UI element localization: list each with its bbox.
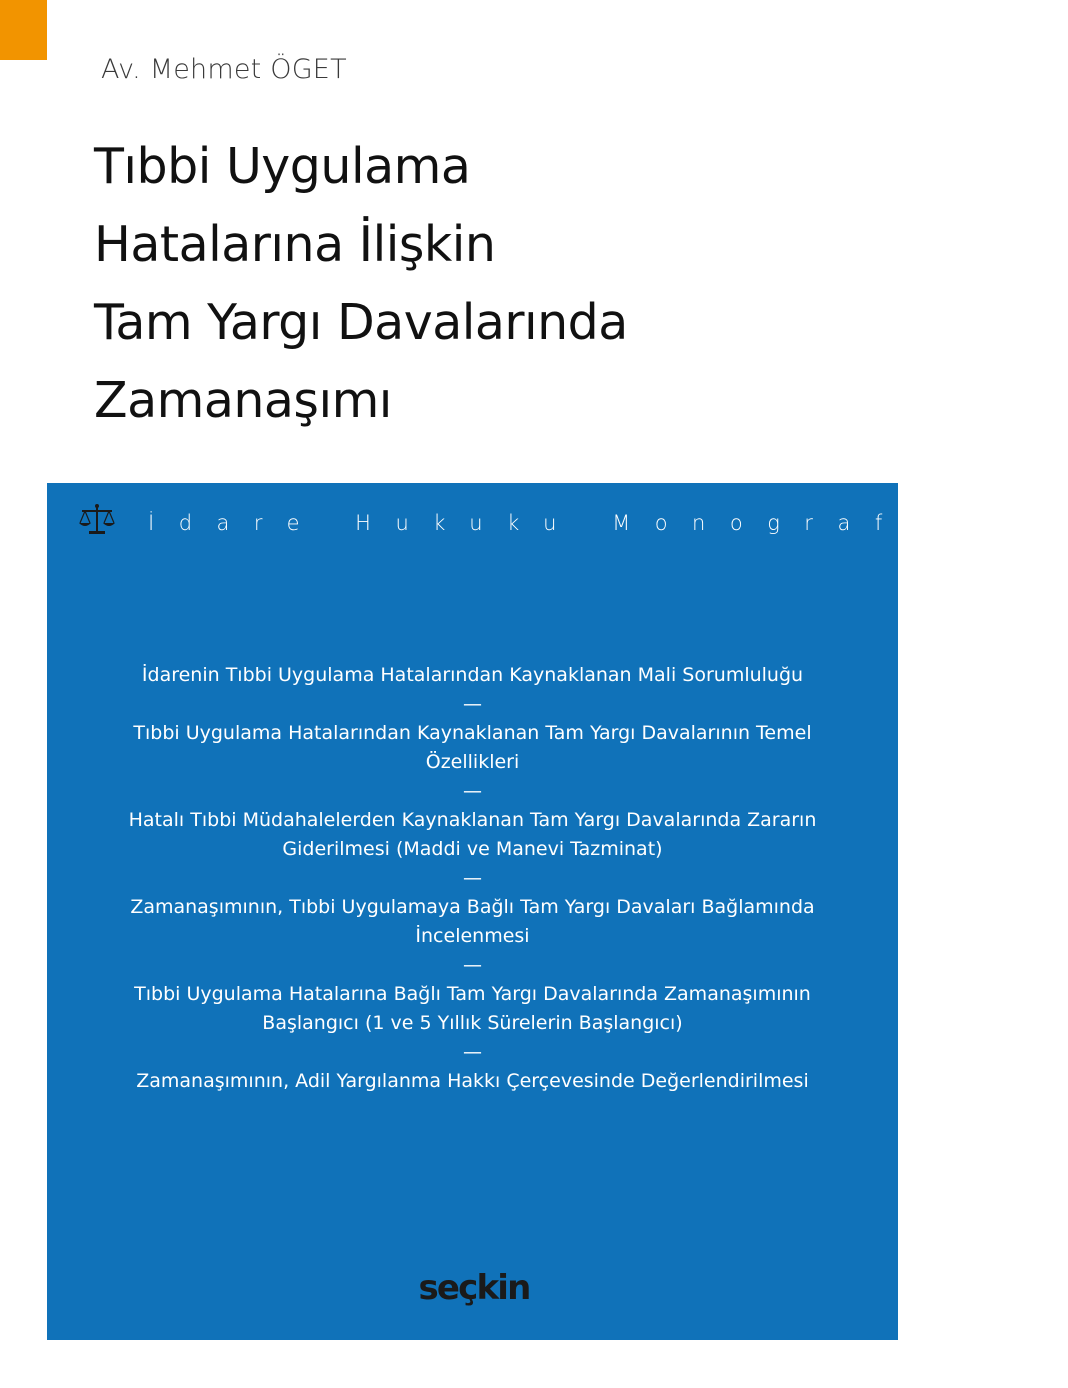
list-item: Zamanaşımının, Adil Yargılanma Hakkı Çerçevesinde Değerlendirilmesi xyxy=(136,1070,809,1092)
list-item: Hatalı Tıbbi Müdahalelerden Kaynaklanan Tam Yargı Davalarında Zararın Giderilmesi (Maddi ve Manevi Tazminat) xyxy=(128,809,817,860)
title-line: Zamanaşımı xyxy=(94,372,392,429)
scales-of-justice-icon xyxy=(78,503,116,537)
title-line: Tıbbi Uygulama xyxy=(94,138,471,195)
title-line: Tam Yargı Davalarında xyxy=(94,294,628,351)
list-item: Tıbbi Uygulama Hatalarından Kaynaklanan Tam Yargı Davalarının Temel Özellikleri xyxy=(133,722,812,773)
separator-dash: — xyxy=(463,954,482,976)
separator-dash: — xyxy=(463,867,482,889)
publisher-logo: seçkin xyxy=(418,1268,530,1308)
author-name: Av. Mehmet ÖGET xyxy=(101,54,347,85)
series-name: İdare Hukuku Monografileri xyxy=(148,511,1068,535)
contents-list xyxy=(47,661,898,1096)
orange-corner-mark xyxy=(0,0,47,60)
list-item: Zamanaşımının, Tıbbi Uygulamaya Bağlı Tam Yargı Davaları Bağlamında İncelenmesi xyxy=(130,896,815,947)
separator-dash: — xyxy=(463,780,482,802)
list-item: Tıbbi Uygulama Hatalarına Bağlı Tam Yargı Davalarında Zamanaşımının Başlangıcı (1 ve 5 Yıllık Sürelerin Başlangıcı) xyxy=(134,983,811,1034)
blue-content-panel xyxy=(47,483,1068,1340)
list-item: İdarenin Tıbbi Uygulama Hatalarından Kaynaklanan Mali Sorumluluğu xyxy=(141,664,804,686)
separator-dash: — xyxy=(463,693,482,715)
separator-dash: — xyxy=(463,1041,482,1063)
title-line: Hatalarına İlişkin xyxy=(94,216,496,273)
book-title xyxy=(94,128,628,440)
